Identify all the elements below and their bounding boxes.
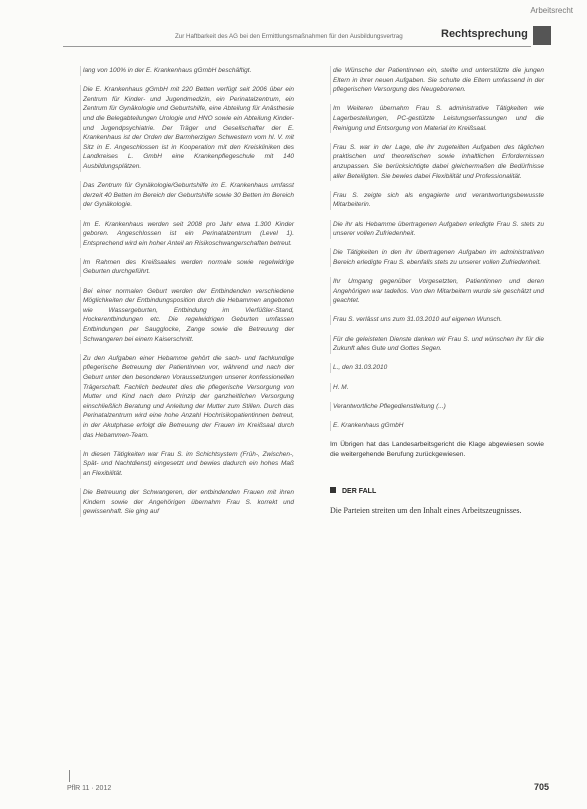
paragraph: Bei einer normalen Geburt werden der Entbindenden verschiedene Möglichkeiten der Entbindungsposition durch die Hebammen angeboten wie Wassergeburten, Entbindung im Vierfüßler-Stand, Hockerentbindungen etc. Die regelwidrigen Geburten umfassen Entbindungen per Saugglocke, Zange sowie die Betreuung der Schwangeren bei einem Kaiserschnitt. [80, 287, 294, 345]
paragraph: Im Weiteren übernahm Frau S. administrative Tätigkeiten wie Lagerbestellungen, PC-gestützte Leistungserfassungen und die Reinigung und Entsorgung von Material im Kreißsaal. [330, 104, 544, 133]
paragraph: Frau S. war in der Lage, die ihr zugeteilten Aufgaben des täglichen praktischen und theoretischen sowie inhaltlichen Erfordernissen anzupassen. Sie berücksichtigte dabei gleichermaßen die Bedürfnisse aller Beteiligten. Sie bewies dabei Flexibilität und Professionalität. [330, 143, 544, 181]
paragraph: Frau S. verlässt uns zum 31.03.2010 auf eigenen Wunsch. [330, 315, 544, 325]
left-column [80, 66, 294, 517]
paragraph: Die ihr als Hebamme übertragenen Aufgaben erledigte Frau S. stets zu unserer vollen Zufriedenheit. [330, 220, 544, 239]
paragraph: Im E. Krankenhaus werden seit 2008 pro Jahr etwa 1.300 Kinder geboren. Angeschlossen ist ein Perinatalzentrum (Level 1). Entsprechend wird ein hoher Anteil an Risikoschwangerschaften betreut. [80, 220, 294, 249]
margin-mark [69, 770, 70, 782]
signature-initials: H. M. [330, 383, 544, 393]
case-text: Die Parteien streiten um den Inhalt eines Arbeitszeugnisses. [330, 505, 522, 515]
header-marker [533, 26, 551, 45]
paragraph: Das Zentrum für Gynäkologie/Geburtshilfe im E. Krankenhaus umfasst derzeit 40 Betten im Bereich der Geburtshilfe sowie 30 Betten im Bereich der Gynäkologie. [80, 181, 294, 210]
section-label: Arbeitsrecht [530, 6, 573, 15]
paragraph: Die Tätigkeiten in den ihr übertragenen Aufgaben im administrativen Bereich erledigte Frau S. ebenfalls stets zu unserer vollen Zufriedenheit. [330, 248, 544, 267]
section-heading-text: DER FALL [342, 488, 377, 496]
running-header: Zur Haftbarkeit des AG bei den Ermittlungsmaßnahmen für den Ausbildungsvertrag [175, 33, 403, 40]
signatory-title: Verantwortliche Pflegedienstleitung (...) [330, 402, 544, 412]
paragraph: Im Rahmen des Kreißsaales werden normale sowie regelwidrige Geburten durchgeführt. [80, 258, 294, 277]
paragraph: In diesen Tätigkeiten war Frau S. im Schichtsystem (Früh-, Zwischen-, Spät- und Nachtdienst) eingesetzt und bewies dadurch ein hohes Maß an Flexibilität. [80, 450, 294, 479]
court-ruling: Im Übrigen hat das Landesarbeitsgericht die Klage abgewiesen sowie die weitergehende Berufung zurückgewiesen. [330, 441, 544, 458]
section-heading [330, 487, 544, 497]
paragraph: die Wünsche der Patientinnen ein, stellte und unterstützte die jungen Eltern in ihrer neuen Aufgaben. Sie schulte die Eltern umfassend in der pflegerischen Versorgung des Neugeborenen. [330, 66, 544, 95]
employer-name: E. Krankenhaus gGmbH [330, 421, 544, 431]
page-number: 705 [533, 782, 549, 792]
square-bullet-icon [330, 487, 336, 493]
right-column [330, 66, 544, 526]
paragraph: Zu den Aufgaben einer Hebamme gehört die sach- und fachkundige pflegerische Betreuung der Patientinnen vor, während und nach der Geburt unter den besonderen Voraussetzungen unserer konfessionellen Trägerschaft. Fachlich bedeutet dies die pflegerische Versorgung von Mutter und Kind nach dem Prinzip der ganzheitlichen Versorgung einschließlich Beratung und Anleitung der Mutter zum Stillen. Durch das Perinatalzentrum wird eine hohe Anzahl Hochrisikopatientinnen betreut, in der Akutphase erfolgt die Betreuung der Frauen im Kreißsaal durch das Hebammen-Team. [80, 354, 294, 440]
paragraph: lang von 100% in der E. Krankenhaus gGmbH beschäftigt. [80, 66, 294, 76]
paragraph: Die E. Krankenhaus gGmbH mit 220 Betten verfügt seit 2006 über ein Zentrum für Kinder- und Jugendmedizin, ein Perinatalzentrum, ein Zentrum für Gynäkologie und Geburtshilfe, eine Abteilung für Anästhesie und die Belegabteilungen Urologie und HNO sowie ein Abteilung Kinder- und Jugendpsychiatrie. Der Träger und Gesellschafter der E. Krankenhaus ist der Orden der Barmherzigen Schwestern vom hl. V. mit Sitz in E. Angeschlossen ist in Kooperation mit den Kreiskliniken des Landkreises L. GmbH eine Krankenpflegeschule mit 140 Ausbildungsplätzen. [80, 85, 294, 171]
paragraph: Die Betreuung der Schwangeren, der entbindenden Frauen mit ihren Kindern sowie der Angehörigen übernahm Frau S. korrekt und gewissenhaft. Sie ging auf [80, 488, 294, 517]
journal-citation: PflR 11 · 2012 [67, 785, 112, 792]
paragraph: Für die geleisteten Dienste danken wir Frau S. und wünschen ihr für die Zukunft alles Gute und Gottes Segen. [330, 335, 544, 354]
date-line: L., den 31.03.2010 [330, 363, 544, 373]
rubric-title: Rechtsprechung [441, 28, 528, 40]
paragraph: Frau S. zeigte sich als engagierte und verantwortungsbewusste Mitarbeiterin. [330, 191, 544, 210]
header-rule [63, 46, 531, 47]
paragraph: Ihr Umgang gegenüber Vorgesetzten, Patientinnen und deren Angehörigen war tadellos. Von den Mitarbeitern wurde sie geschätzt und geachtet. [330, 277, 544, 306]
